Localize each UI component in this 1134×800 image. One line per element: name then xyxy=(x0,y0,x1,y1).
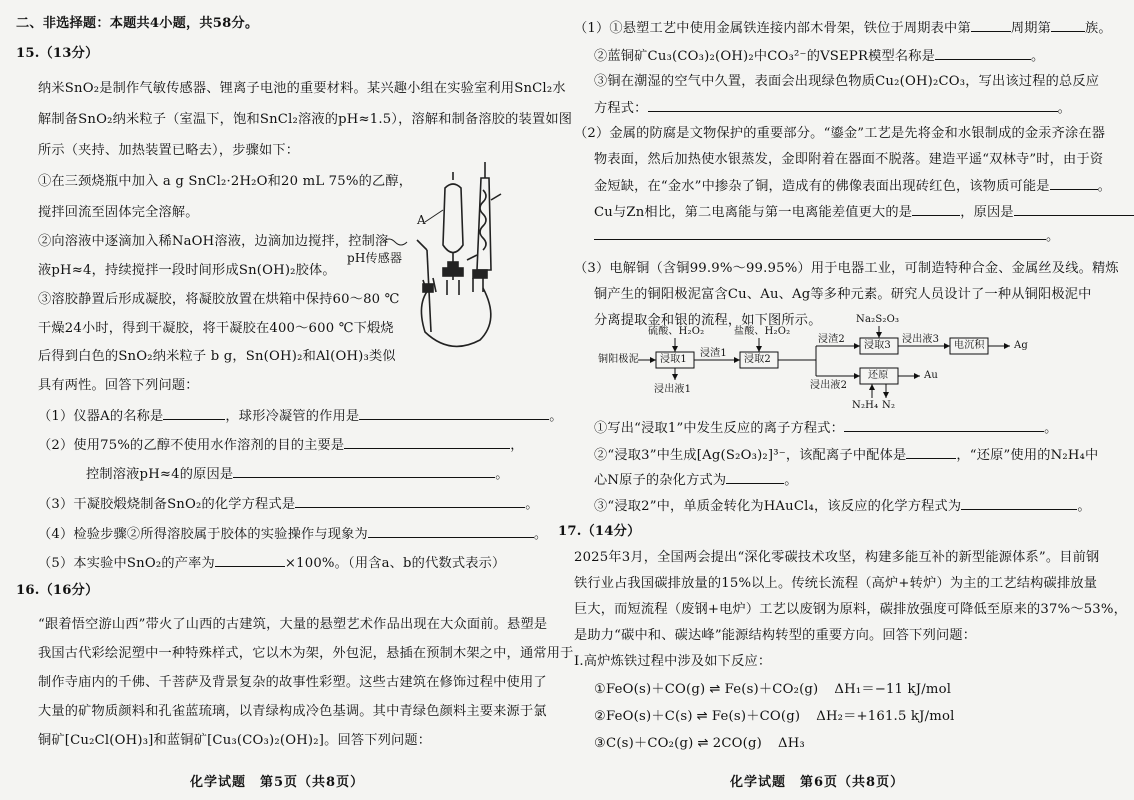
q16-1-line xyxy=(594,98,1071,119)
page-footer: 化学试题 第5页（共8页） xyxy=(190,775,365,790)
q16-3-line: 铜产生的铜阳极泥富含Cu、Au、Ag等多种元素。研究人员设计了一种从铜阳极泥中 xyxy=(594,287,1092,302)
q15-intro-line: 所示（夹持、加热装置已略去），步骤如下： xyxy=(38,143,300,158)
answer-blank xyxy=(726,470,784,484)
question-text: ，原因是 xyxy=(960,205,1014,220)
q16-3-line: （3）电解铜（含铜99.9%～99.95%）用于电器工业，可制造特种合金、金属丝及线。精炼 xyxy=(574,261,1119,276)
equilibrium-arrow-icon: ⇌ xyxy=(696,709,708,724)
answer-blank xyxy=(906,445,956,459)
flow-reagent-label: Na₂S₂O₃ xyxy=(856,314,900,325)
flow-box-label: 浸取1 xyxy=(660,354,687,365)
question-text: ①写出“浸取1”中发生反应的离子方程式： xyxy=(594,421,845,436)
flow-reagent-label: 盐酸、H₂O₂ xyxy=(734,326,791,337)
question-text: Cu与Zn相比，第二电离能与第一电离能差值更大的是 xyxy=(594,205,913,220)
question-text: 。 xyxy=(549,409,563,424)
right-page xyxy=(548,0,1128,800)
q15-step-line: 液pH≈4，持续搅拌一段时间形成Sn(OH)₂胶体。 xyxy=(38,263,336,278)
q17-intro-line: 是助力“碳中和、碳达峰”能源结构转型的重要方向。回答下列问题： xyxy=(574,628,977,643)
reaction-rhs: Fe(s)＋CO₂(g) xyxy=(724,682,819,697)
answer-blank xyxy=(344,435,510,449)
flow-stream-label: 浸出液2 xyxy=(810,380,848,391)
question-text: （3）干凝胶煅烧制备SnO₂的化学方程式是 xyxy=(38,497,296,512)
equilibrium-arrow-icon: ⇌ xyxy=(709,682,721,697)
answer-blank xyxy=(163,406,225,420)
question-text: 族。 xyxy=(1085,21,1112,36)
flow-diagram xyxy=(598,316,1068,416)
question-text: ③铜在潮湿的空气中久置，表面会出现绿色物质Cu₂(OH)₂CO₃，写出该过程的总反应 xyxy=(594,74,1100,89)
section-title: 二、非选择题：本题共4小题，共58分。 xyxy=(16,16,259,31)
answer-blank xyxy=(1014,202,1134,216)
answer-blank xyxy=(971,18,1011,32)
q15-question-1 xyxy=(38,406,563,427)
flow-stream-label: 浸渣2 xyxy=(818,334,845,345)
flow-box-label: 浸取2 xyxy=(744,354,771,365)
question-text: 。 xyxy=(495,467,509,482)
question-text: ，“还原”使用的N₂H₄中 xyxy=(956,448,1099,463)
flow-stream-label: 浸出液1 xyxy=(654,384,692,395)
answer-blank xyxy=(359,406,549,420)
q16-3-question xyxy=(594,418,1057,439)
flow-box-label: 电沉积 xyxy=(954,340,985,351)
q15-step-line: ①在三颈烧瓶中加入 a g SnCl₂·2H₂O和20 mL 75%的乙醇， xyxy=(38,174,413,189)
reaction-enthalpy: ΔH₃ xyxy=(777,736,805,751)
q15-question-2b xyxy=(86,464,509,485)
flow-product-label: Au xyxy=(924,370,939,381)
answer-blank xyxy=(295,494,525,508)
question-text: 。 xyxy=(1077,499,1091,514)
q17-intro-line: 铁行业占我国碳排放量的15%以上。传统长流程（高炉+转炉）为主的工艺结构碳排放量 xyxy=(574,576,1098,591)
question-text: 心N原子的杂化方式为 xyxy=(594,473,727,488)
q17-subheading: Ⅰ.高炉炼铁过程中涉及如下反应： xyxy=(574,654,772,669)
flow-product-label: N₂ xyxy=(882,400,896,411)
flow-product-label: Ag xyxy=(1014,340,1029,351)
q16-2-blank-line: 。 xyxy=(594,226,1059,247)
reaction-rhs: 2CO(g) xyxy=(712,736,762,751)
page-footer: 化学试题 第6页（共8页） xyxy=(730,775,905,790)
flow-stream-label: 浸出液3 xyxy=(902,334,940,345)
reaction-enthalpy: ΔH₁＝−11 kJ/mol xyxy=(834,682,952,697)
equilibrium-arrow-icon: ⇌ xyxy=(697,736,709,751)
flow-reagent-label: 硫酸、H₂O₂ xyxy=(648,326,705,337)
answer-blank xyxy=(1050,176,1098,190)
q16-intro-line: 制作寺庙内的千佛、千菩萨及背景复杂的故事性彩塑。这些古建筑在修饰过程中使用了 xyxy=(38,675,547,690)
flow-box-label: 还原 xyxy=(868,370,889,381)
answer-blank xyxy=(368,524,534,538)
q16-intro-line: 铜矿[Cu₂Cl(OH)₃]和蓝铜矿[Cu₃(CO₃)₂(OH)₂]。回答下列问题： xyxy=(38,733,432,748)
q15-step-line: ③溶胶静置后形成凝胶，将凝胶放置在烘箱中保持60～80 ℃ xyxy=(38,292,400,307)
answer-blank xyxy=(215,553,285,567)
q16-1-line xyxy=(594,46,1044,67)
answer-blank xyxy=(935,46,1031,60)
reaction-line xyxy=(594,734,805,754)
q15-intro-line: 纳米SnO₂是制作气敏传感器、锂离子电池的重要材料。某兴趣小组在实验室利用SnCl₂水 xyxy=(38,81,566,96)
reaction-enthalpy: ΔH₂＝+161.5 kJ/mol xyxy=(816,709,955,724)
reaction-lhs: ③C(s)＋CO₂(g) xyxy=(594,736,694,751)
reaction-line xyxy=(594,707,955,727)
question-text: ×100%。（用含a、b的代数式表示） xyxy=(284,556,506,571)
question-text: ②“浸取3”中生成[Ag(S₂O₃)₂]³⁻，该配离子中配体是 xyxy=(594,448,907,463)
q16-3-question xyxy=(594,445,1098,466)
question-text: （2）使用75%的乙醇不使用水作溶剂的目的主要是 xyxy=(38,438,345,453)
q16-3-question xyxy=(594,496,1091,517)
q15-step-line: 后得到白色的SnO₂纳米粒子 b g，Sn(OH)₂和Al(OH)₃类似 xyxy=(38,349,396,364)
question-text: （1）①悬塑工艺中使用金属铁连接内部木骨架，铁位于周期表中第 xyxy=(574,21,971,36)
question-text: ②蓝铜矿Cu₃(CO₃)₂(OH)₂中CO₃²⁻的VSEPR模型名称是 xyxy=(594,49,936,64)
q16-3-question xyxy=(594,470,798,491)
q15-step-line: 搅拌回流至固体完全溶解。 xyxy=(38,205,199,220)
q15-step-line: 具有两性。回答下列问题： xyxy=(38,378,199,393)
flow-box-label: 浸取3 xyxy=(864,340,891,351)
q15-question-5 xyxy=(38,553,505,574)
question-text: 。 xyxy=(525,497,539,512)
question-text: 。 xyxy=(1057,101,1071,116)
answer-blank xyxy=(594,226,1046,240)
q16-intro-line: 我国古代彩绘泥塑中一种特殊样式，它以木为架，外包泥，悬插在预制木架之中，通常用于 xyxy=(38,646,574,661)
q16-1-line xyxy=(574,18,1112,39)
question-text: （5）本实验中SnO₂的产率为 xyxy=(38,556,215,571)
answer-blank xyxy=(844,418,1044,432)
answer-blank xyxy=(648,98,1058,112)
answer-blank xyxy=(912,202,960,216)
question-text: 。 xyxy=(533,527,548,542)
label-a: A xyxy=(417,213,426,227)
q16-intro-line: 大量的矿物质颜料和孔雀蓝琉璃，以青绿构成冷色基调。其中青绿色颜料主要来源于氯 xyxy=(38,704,547,719)
answer-blank xyxy=(1051,18,1085,32)
reaction-line xyxy=(594,680,951,700)
q15-intro-line: 解制备SnO₂纳米粒子（室温下，饱和SnCl₂溶液的pH≈1.5），溶解和制备溶胶的装置如图 xyxy=(38,112,573,127)
question-text: 周期第 xyxy=(1010,21,1051,36)
q17-intro-line: 2025年3月，全国两会提出“深化零碳技术攻坚，构建多能互补的新型能源体系”。目前钢 xyxy=(574,550,1100,565)
answer-blank xyxy=(961,496,1077,510)
question-text: ③“浸取2”中，单质金转化为HAuCl₄，该反应的化学方程式为 xyxy=(594,499,962,514)
q15-question-3 xyxy=(38,494,539,515)
q16-3-line: 分离提取金和银的流程，如下图所示。 xyxy=(594,313,822,328)
reaction-lhs: ①FeO(s)＋CO(g) xyxy=(594,682,706,697)
q15-question-2 xyxy=(38,435,524,456)
q16-2-line xyxy=(594,202,1134,223)
q15-question-4 xyxy=(38,524,547,545)
question-text: 。 xyxy=(784,473,798,488)
reaction-rhs: Fe(s)＋CO(g) xyxy=(711,709,801,724)
question-text: 。 xyxy=(1031,49,1045,64)
question-text: ，球形冷凝管的作用是 xyxy=(225,409,360,424)
question-text: （1）仪器A的名称是 xyxy=(38,409,164,424)
q16-2-line xyxy=(594,176,1111,197)
apparatus-diagram xyxy=(347,160,525,360)
question-text: 控制溶液pH≈4的原因是 xyxy=(86,467,234,482)
flow-stream-label: 浸渣1 xyxy=(700,348,727,359)
reaction-lhs: ②FeO(s)＋C(s) xyxy=(594,709,693,724)
q16-1-line xyxy=(594,72,1099,92)
answer-blank xyxy=(233,464,495,478)
flow-start-label: 铜阳极泥 xyxy=(598,354,639,365)
question-text: （4）检验步骤②所得溶胶属于胶体的实验操作与现象为 xyxy=(38,527,368,542)
q16-header: 16.（16分） xyxy=(16,583,99,598)
q15-step-line: 干燥24小时，得到干凝胶，将干凝胶在400～600 ℃下煅烧 xyxy=(38,321,394,336)
question-text: 。 xyxy=(1044,421,1058,436)
label-ph-sensor: pH传感器 xyxy=(347,251,403,265)
flow-reagent-label: N₂H₄ xyxy=(852,400,879,411)
question-text: 。 xyxy=(1097,179,1112,194)
q16-2-line: 物表面，然后加热使水银蒸发，金即附着在器面不脱落。建造平遥“双林寺”时，由于资 xyxy=(594,152,1104,167)
question-text: ， xyxy=(510,438,524,453)
q15-header: 15.（13分） xyxy=(16,46,99,61)
q16-intro-line: “跟着悟空游山西”带火了山西的古建筑，大量的悬塑艺术作品出现在大众面前。悬塑是 xyxy=(38,617,548,632)
q17-header: 17.（14分） xyxy=(558,524,641,539)
q17-intro-line: 巨大，而短流程（废钢+电炉）工艺以废钢为原料，碳排放强度可降低至原来的37%～53%， xyxy=(574,602,1128,617)
question-text: 方程式： xyxy=(594,101,648,116)
q16-2-line: （2）金属的防腐是文物保护的重要部分。“鎏金”工艺是先将金和水银制成的金汞齐涂在器 xyxy=(574,126,1106,141)
q15-step-line: ②向溶液中逐滴加入稀NaOH溶液，边滴加边搅拌，控制溶 xyxy=(38,234,389,249)
question-text: 金短缺，在“金水”中掺杂了铜，造成有的佛像表面出现砖红色，该物质可能是 xyxy=(594,179,1050,194)
